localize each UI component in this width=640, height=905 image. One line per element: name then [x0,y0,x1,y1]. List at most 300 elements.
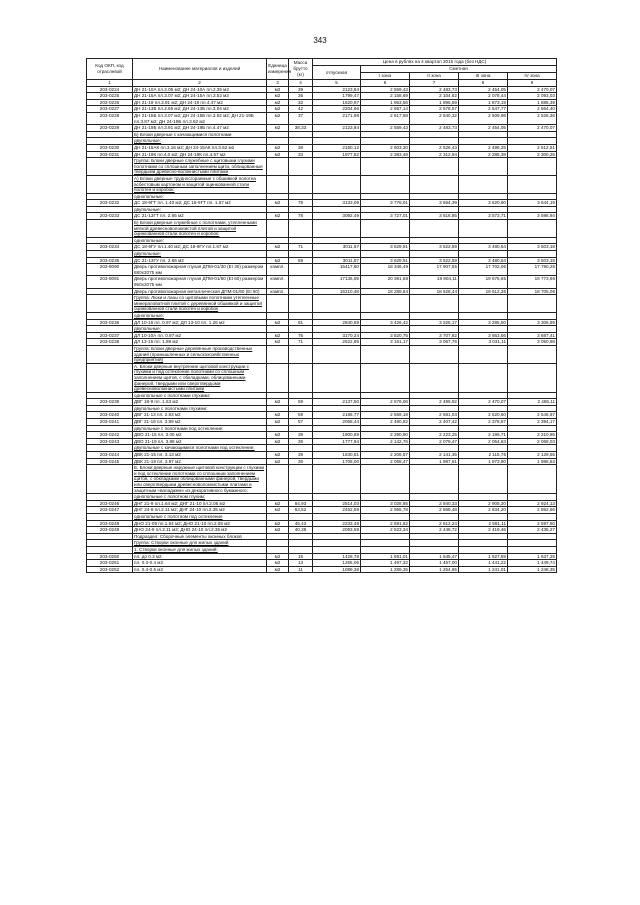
empty-cell [410,312,459,319]
empty-cell [87,546,133,553]
item-code: 203-0241 [87,419,133,426]
price-zone-1: 2 158,69 [361,93,410,100]
empty-cell [410,175,459,193]
table-header [87,59,557,87]
item-unit: м2 [267,99,289,106]
item-code: 203-0230 [87,144,133,151]
empty-cell [361,220,410,238]
price-zone-3: 2 454,05 [459,86,508,93]
price-release: 2123,84 [313,125,361,132]
item-name: пл. до 0.3 м2 [133,553,267,560]
price-zone-1: 2 480,82 [361,419,410,426]
item-code: 203-0228 [87,112,133,124]
price-zone-2: 3 325,17 [410,319,459,326]
price-zone-2: 3 707,82 [410,332,459,339]
item-unit: м2 [267,257,289,264]
section-title: однопольные с полотном глухим: [133,494,267,501]
item-mass [289,288,313,295]
section-row [87,326,557,333]
empty-cell [508,494,557,501]
price-zone-1: 3 629,91 [361,257,410,264]
section-row [87,425,557,432]
empty-cell [267,445,289,452]
price-zone-4: 3 687,41 [508,332,557,339]
item-code: 203-0242 [87,432,133,439]
empty-cell [459,206,508,213]
price-zone-1: 2 617,68 [361,112,410,124]
item-unit: компл. [267,276,289,288]
empty-cell [313,405,361,412]
empty-cell [87,345,133,363]
price-zone-2: 1 997,61 [410,458,459,465]
section-title: Группа: Блоки дверные деревянные производственных зданий (промышленных и сельскохозяйственных предприятий) [133,345,267,363]
empty-cell [410,138,459,145]
empty-cell [267,465,289,494]
section-title: 1. Створки оконные для жилых зданий: [133,546,267,553]
empty-cell [410,513,459,520]
price-zone-4: 2 435,27 [508,527,557,534]
price-release: 2840,69 [313,319,361,326]
item-mass: 36 [289,458,313,465]
empty-cell [289,295,313,313]
empty-cell [508,425,557,432]
empty-cell [267,513,289,520]
empty-cell [508,138,557,145]
table-row [87,93,557,100]
empty-cell [267,220,289,238]
price-release: 3133,09 [313,200,361,207]
empty-cell [508,465,557,494]
empty-cell [459,237,508,244]
empty-cell [508,405,557,412]
section-row [87,175,557,193]
section-title: Б. Блоки дверные наружные щитовой конструкции с глухими и под остекление полотнами со сплошным заполнением щитов, с обкладками облицованными фанерой, твердыми или сверхтвердыми древесноволокнистыми плитами и защитным «валаджем» из декоративного бумажного: [133,465,267,494]
col-header-release: отпускная [313,66,361,80]
item-mass: 39 [289,432,313,439]
price-zone-1: 2 691,62 [361,520,410,527]
empty-cell [508,237,557,244]
price-zone-1: 3 629,91 [361,244,410,251]
price-zone-4: 2 924,13 [508,500,557,507]
col-header-mass: Масса брутто (кг) [289,59,313,80]
item-code: 203-0235 [87,257,133,264]
empty-cell [289,193,313,200]
empty-cell [313,175,361,193]
price-release: 3092,49 [313,213,361,220]
price-release: 2137,50 [313,399,361,406]
price-zone-3: 2 834,20 [459,507,508,514]
empty-cell [508,131,557,138]
table-row [87,200,557,207]
price-zone-3: 2 905,20 [459,500,508,507]
price-zone-4: 2 597,90 [508,520,557,527]
price-release: 3011,87 [313,257,361,264]
section-row [87,533,557,540]
price-zone-2: 2 868,48 [410,507,459,514]
price-release: 3170,24 [313,332,361,339]
price-zone-2: 2 499,92 [410,399,459,406]
price-release: 1799,47 [313,93,361,100]
section-row [87,312,557,319]
page-number: 343 [313,36,327,45]
price-release: 2233,48 [313,520,361,527]
empty-cell [459,193,508,200]
item-code: 203-0229 [87,125,133,132]
empty-cell [459,465,508,494]
empty-cell [361,445,410,452]
table-row [87,125,557,132]
price-zone-2: 1 645,47 [410,553,459,560]
empty-cell [267,405,289,412]
empty-cell [361,193,410,200]
item-mass: 11 [289,566,313,573]
item-mass: 71 [289,244,313,251]
price-zone-1: 1 953,56 [361,99,410,106]
item-mass: 78 [289,200,313,207]
empty-cell [313,251,361,258]
section-row [87,465,557,494]
price-zone-1: 3 161,17 [361,339,410,346]
empty-cell [361,237,410,244]
table-row [87,452,557,459]
empty-cell [289,465,313,494]
empty-cell [361,540,410,547]
item-mass: 59 [289,399,313,406]
section-title: Б) Блоки дверные с качающимися полотнами [133,131,267,138]
empty-cell [87,237,133,244]
section-row [87,237,557,244]
price-zone-1: 1 289,35 [361,566,410,573]
section-title: Группа: Люки и лазы со щитовыми полотнами утепленные минераловатной плитой с деревянной обшивкой и защитой оцинкованной стали полотен и коробок [133,295,267,313]
price-zone-2: 1 254,65 [410,566,459,573]
item-name: ДН 21-15А пл.3.07 м2; ДН 24-15А пл.3.52 м2 [133,93,267,100]
item-unit: м2 [267,213,289,220]
empty-cell [267,131,289,138]
price-zone-2: 2 104,62 [410,93,459,100]
empty-cell [267,193,289,200]
item-unit: м2 [267,458,289,465]
empty-cell [459,533,508,540]
item-name: ДВГ 21-19 пл. 3.89 м2 [133,419,267,426]
empty-cell [289,158,313,176]
empty-cell [313,513,361,520]
empty-cell [313,392,361,399]
empty-cell [410,237,459,244]
table-row [87,527,557,534]
price-zone-2: 3 664,39 [410,200,459,207]
empty-cell [313,206,361,213]
item-mass: 38,33 [289,125,313,132]
table-row [87,339,557,346]
item-code: 203-0246 [87,500,133,507]
section-row [87,540,557,547]
item-unit: м2 [267,432,289,439]
empty-cell [361,363,410,392]
price-zone-3: 2 378,67 [459,419,508,426]
section-row [87,494,557,501]
empty-cell [313,237,361,244]
empty-cell [267,312,289,319]
col-header-name: Наименование материалов и изделий [133,59,267,80]
section-title: однопольные: [133,237,267,244]
empty-cell [87,425,133,432]
item-mass: 13 [289,560,313,567]
col-number: 5 [313,80,361,87]
price-zone-4: 2 852,66 [508,507,557,514]
empty-cell [508,445,557,452]
table-body [87,86,557,573]
price-zone-3: 17 702,06 [459,264,508,276]
item-code: 203-0248 [87,520,133,527]
empty-cell [508,158,557,176]
section-title: Группа: Створки оконные для жилых зданий [133,540,267,547]
empty-cell [87,405,133,412]
price-zone-4: 2 394,17 [508,419,557,426]
item-name: ДЛ 13-15 пл. 1.89 м2 [133,339,267,346]
empty-cell [313,131,361,138]
section-row [87,295,557,313]
price-zone-4: 2 512,51 [508,144,557,151]
item-unit: м2 [267,244,289,251]
item-code: 203-0247 [87,507,133,514]
price-zone-3: 19 675,65 [459,276,508,288]
empty-cell [410,445,459,452]
item-name: ДС 21-13ГУ пл. 2.66 м2 [133,257,267,264]
empty-cell [508,392,557,399]
price-zone-3: 2 078,44 [459,93,508,100]
price-zone-4: 1 637,26 [508,553,557,560]
table-row [87,144,557,151]
empty-cell [289,220,313,238]
empty-cell [508,312,557,319]
empty-cell [361,138,410,145]
price-zone-3: 3 573,71 [459,213,508,220]
price-zone-4: 3 503,18 [508,257,557,264]
item-code: 203-0252 [87,566,133,573]
table-row [87,151,557,158]
empty-cell [313,425,361,432]
empty-cell [87,251,133,258]
empty-cell [87,206,133,213]
section-title: двупольные с качающимися полотнами под остекление: [133,445,267,452]
empty-cell [459,220,508,238]
item-name: ДВО 21-15 пл. 3.05 м2 [133,432,267,439]
item-mass: 36 [289,438,313,445]
price-release: 2171,98 [313,112,361,124]
price-zone-1: 2 559,43 [361,86,410,93]
item-name: ДС 18-9ГТ пл. 1.40 м2; ДС 18-9ГТ пл. 1.67 м2 [133,200,267,207]
empty-cell [508,540,557,547]
empty-cell [410,363,459,392]
item-code: 203-0236 [87,319,133,326]
price-zone-3: 3 285,50 [459,319,508,326]
empty-cell [459,138,508,145]
empty-cell [87,445,133,452]
empty-cell [313,363,361,392]
col-number: 2 [133,80,267,87]
price-zone-3: 3 480,54 [459,244,508,251]
price-zone-3: 2 454,05 [459,125,508,132]
empty-cell [459,131,508,138]
item-code: 203-0238 [87,339,133,346]
price-zone-2: 2 612,24 [410,520,459,527]
empty-cell [289,206,313,213]
empty-cell [361,392,410,399]
item-code: 203-0226 [87,99,133,106]
price-zone-3: 2 520,50 [459,412,508,419]
col-number: 4 [289,80,313,87]
price-zone-2: 3 522,59 [410,257,459,264]
section-title: двупольные: [133,138,267,145]
item-name: ДН 21-15Б пл.3.07 м2; ДН 24-15Б пл.3.52 м2; ДН 21-19Б пл.3.87 м2; ДН 24-19Б пл.3.62 м2 [133,112,267,124]
item-unit: м2 [267,332,289,339]
item-name: ДНГ 24-9 пл.2.11 м2; ДНГ 24-10 пл.2.35 м2 [133,507,267,514]
item-unit: м2 [267,106,289,113]
price-zone-2: 2 483,73 [410,86,459,93]
empty-cell [361,533,410,540]
col-number: 7 [410,80,459,87]
col-number: 1 [87,80,133,87]
empty-cell [313,326,361,333]
empty-cell [87,220,133,238]
empty-cell [410,546,459,553]
item-mass: 39 [289,452,313,459]
empty-cell [361,158,410,176]
item-code: 203-0225 [87,93,133,100]
price-zone-3: 2 496,25 [459,144,508,151]
item-unit: м2 [267,151,289,158]
price-release: 2160,12 [313,144,361,151]
price-zone-4: 2 470,07 [508,125,557,132]
price-zone-4: 2 546,97 [508,412,557,419]
empty-cell [289,494,313,501]
item-code: 203-8091 [87,276,133,288]
empty-cell [313,345,361,363]
price-zone-1: 2 058,47 [361,458,410,465]
item-unit: м2 [267,144,289,151]
empty-cell [508,295,557,313]
empty-cell [361,546,410,553]
item-name: ДНО 24-9 пл.2.11 м2; ДНО 24-10 пл.2.35 м2 [133,527,267,534]
section-title: двупольные с полотнами глухими: [133,405,267,412]
price-zone-3: 2 470,07 [459,399,508,406]
col-header-zone-4: IV зона [508,73,557,80]
item-mass: 33 [289,151,313,158]
price-release: 2204,66 [313,106,361,113]
table-row [87,213,557,220]
empty-cell [267,546,289,553]
item-unit: м2 [267,500,289,507]
price-zone-4: 2 210,95 [508,432,557,439]
price-release: 2093,59 [313,527,361,534]
item-mass: 39 [289,86,313,93]
price-zone-1: 2 290,90 [361,432,410,439]
empty-cell [459,405,508,412]
empty-cell [289,251,313,258]
empty-cell [508,533,557,540]
price-zone-1: 20 391,68 [361,276,410,288]
item-unit: м2 [267,319,289,326]
price-zone-2: 2 223,25 [410,432,459,439]
price-zone-4: 1 986,63 [508,458,557,465]
price-zone-3: 3 620,60 [459,200,508,207]
empty-cell [313,546,361,553]
item-unit: м2 [267,560,289,567]
empty-cell [410,494,459,501]
item-mass: 38 [289,144,313,151]
item-unit: м2 [267,412,289,419]
empty-cell [313,445,361,452]
item-mass: 57 [289,419,313,426]
empty-cell [361,494,410,501]
price-release: 1620,97 [313,99,361,106]
empty-cell [289,326,313,333]
price-zone-2: 3 522,59 [410,244,459,251]
item-name: ДН 21-19К пл.4.0 м2; ДН 24-19К пл.4.57 м2 [133,151,267,158]
price-release: 1830,81 [313,452,361,459]
item-unit: м2 [267,452,289,459]
price-zone-1: 3 426,42 [361,319,410,326]
section-row [87,193,557,200]
col-number: 6 [361,80,410,87]
empty-cell [459,175,508,193]
price-zone-4: 2 470,07 [508,86,557,93]
section-title: двупольные: [133,206,267,213]
empty-cell [361,326,410,333]
price-zone-3: 2 054,63 [459,438,508,445]
empty-cell [289,363,313,392]
section-title: однопольные с полотном под остекление [133,513,267,520]
item-mass [289,264,313,276]
empty-cell [267,206,289,213]
empty-cell [87,312,133,319]
item-mass: 63,52 [289,507,313,514]
empty-cell [361,206,410,213]
table-row [87,264,557,276]
item-name: пл. 0.3-0.4 м2 [133,560,267,567]
empty-cell [87,363,133,392]
empty-cell [410,295,459,313]
table-row [87,112,557,124]
empty-cell [410,405,459,412]
price-zone-2: 3 616,85 [410,213,459,220]
price-zone-1: 3 776,01 [361,200,410,207]
item-mass: 36 [289,93,313,100]
price-zone-2: 18 628,44 [410,288,459,295]
empty-cell [267,425,289,432]
table-row [87,288,557,295]
section-row [87,220,557,238]
table-row [87,244,557,251]
section-title: однопольные: [133,312,267,319]
table-row [87,507,557,514]
item-code: 203-0251 [87,560,133,567]
item-unit: м2 [267,566,289,573]
empty-cell [87,513,133,520]
empty-cell [508,513,557,520]
empty-cell [313,220,361,238]
col-header-price: Цена в рублях на 4 квартал 2015 года (без НДС) [313,59,557,66]
price-zone-2: 2 312,94 [410,151,459,158]
empty-cell [410,540,459,547]
item-name: ДЛ 10-10А пл. 0.97 м2 [133,332,267,339]
empty-cell [313,533,361,540]
empty-cell [87,326,133,333]
empty-cell [410,158,459,176]
item-unit: м2 [267,86,289,93]
empty-cell [313,312,361,319]
item-mass: 40,38 [289,527,313,534]
